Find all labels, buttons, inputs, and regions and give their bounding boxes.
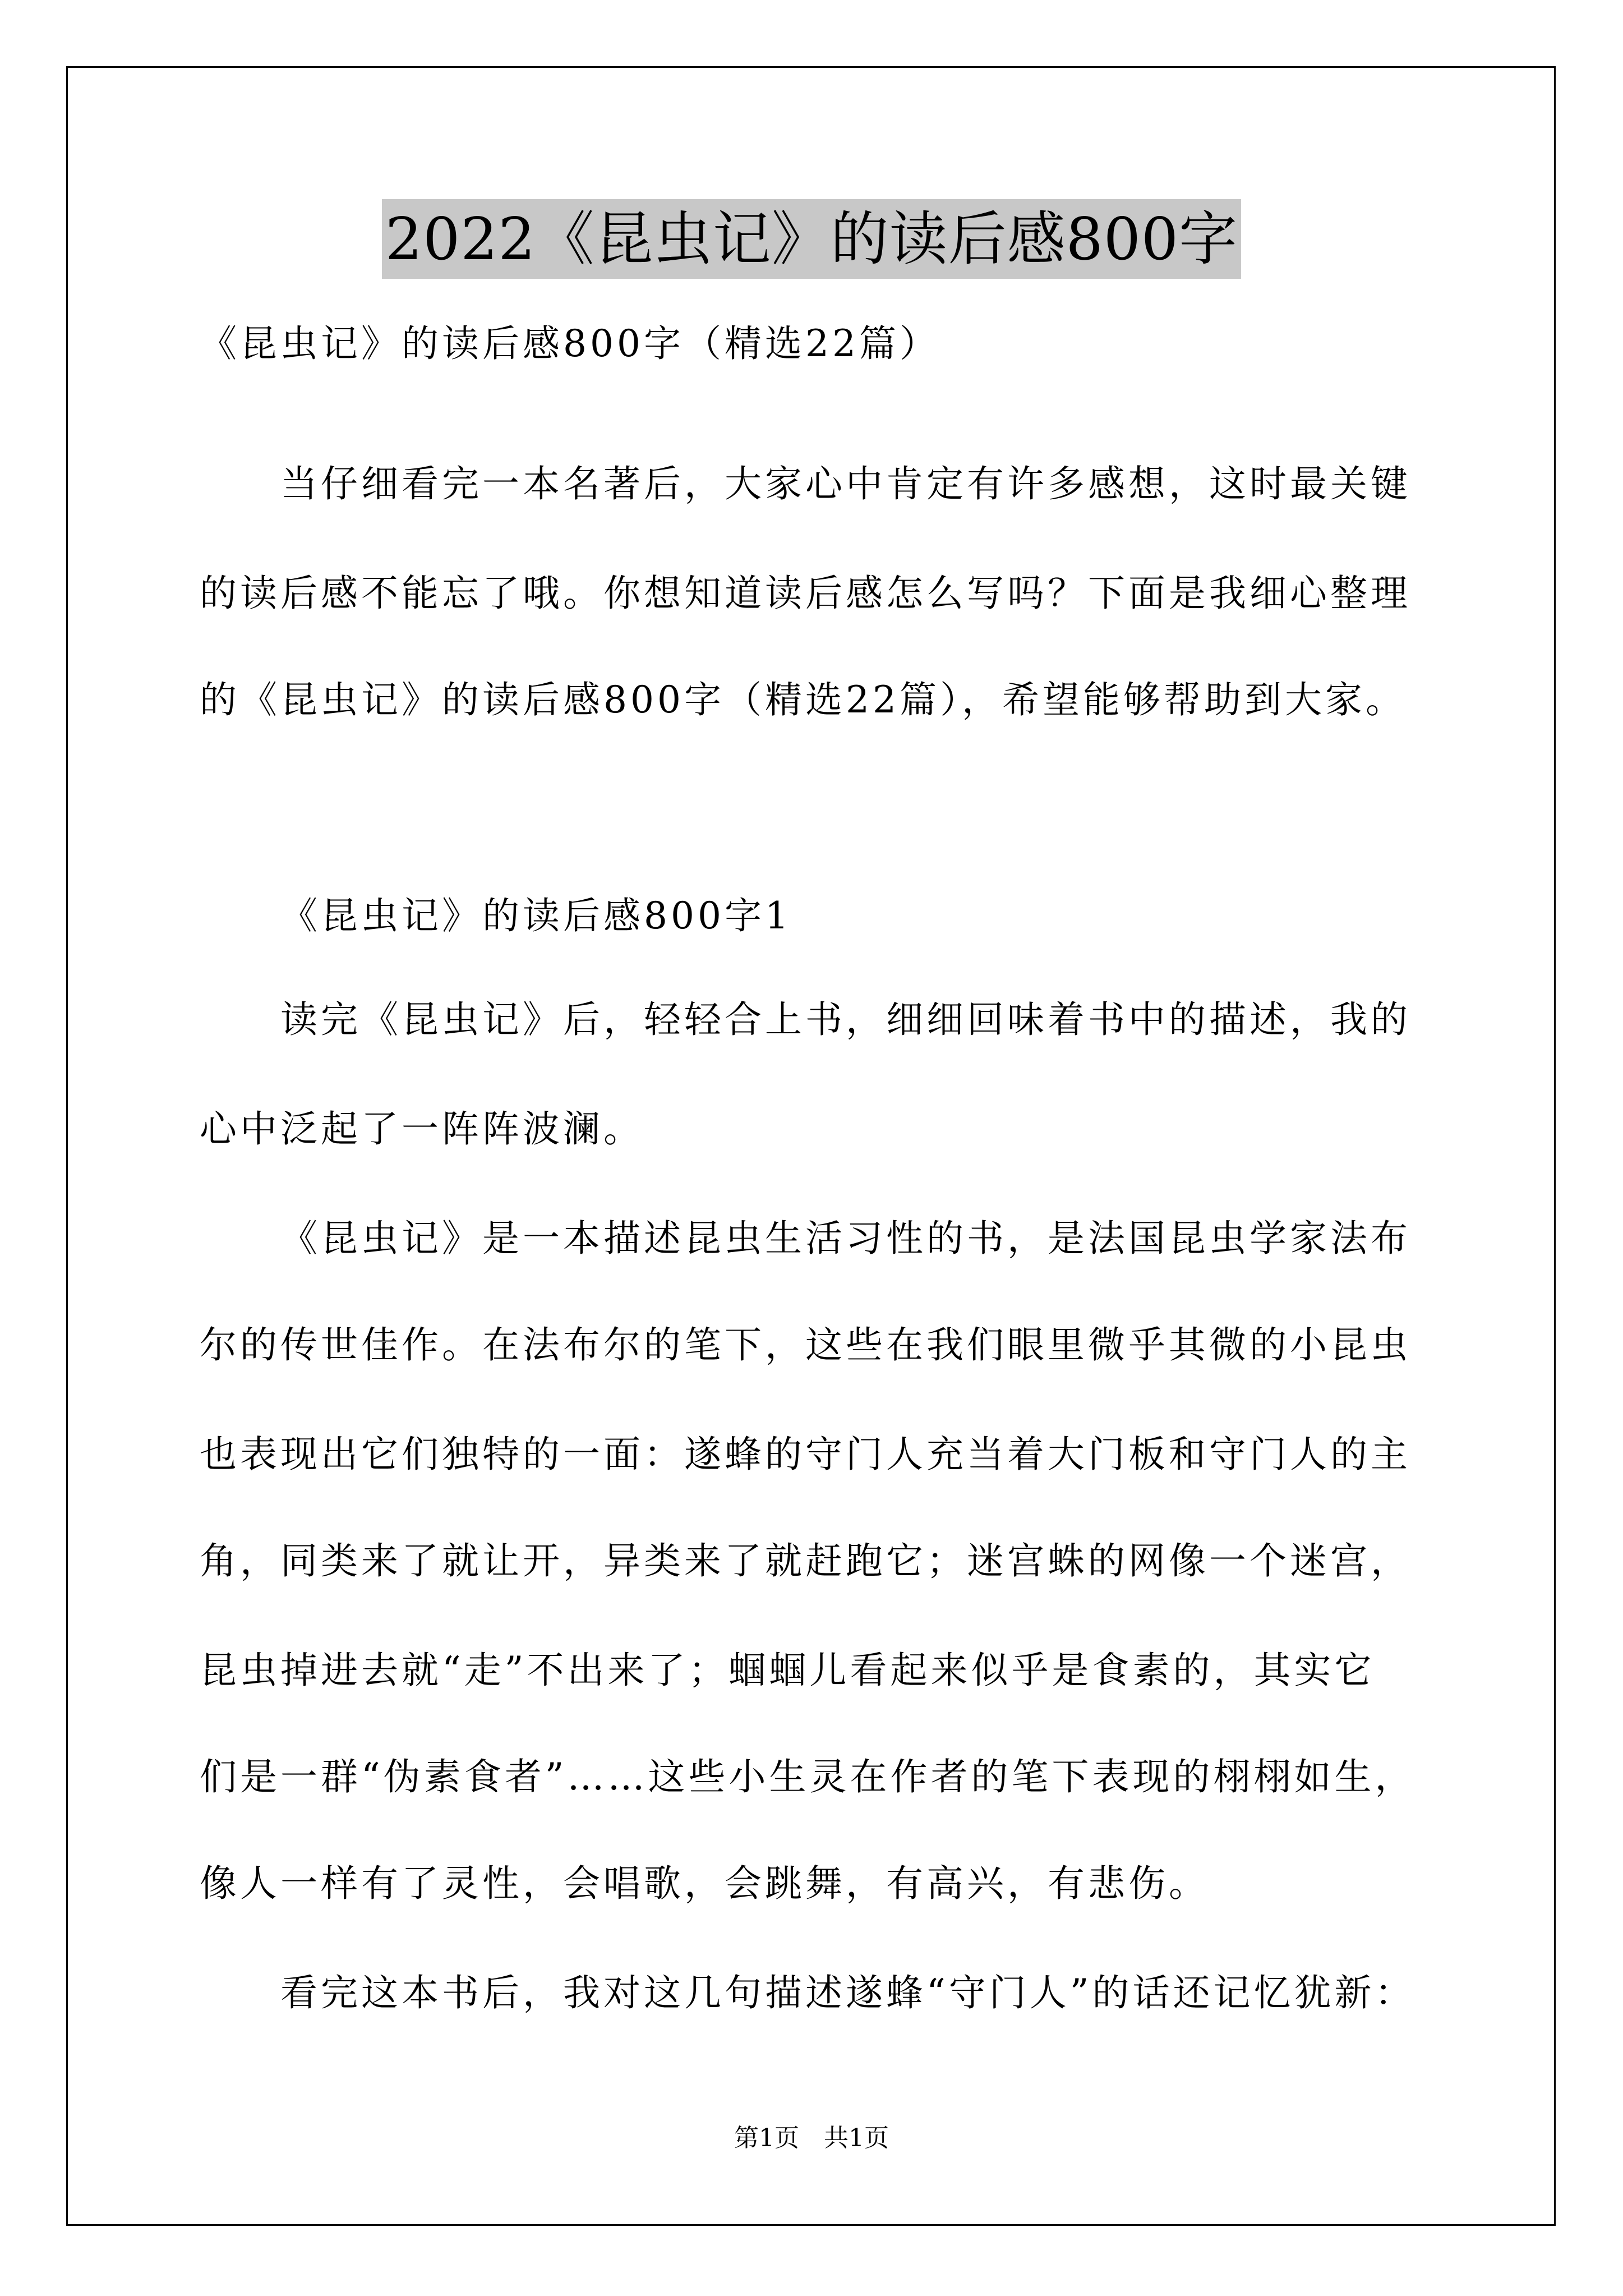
title-container <box>0 199 1623 279</box>
page-footer: 第1页 共1页 <box>734 2124 889 2152</box>
para2-line-4: 角，同类来了就让开，异类来了就赶跑它；迷宫蛛的网像一个迷宫， <box>200 1539 1411 1582</box>
para2-line-2: 尔的传世佳作。在法布尔的笔下，这些在我们眼里微乎其微的小昆虫 <box>200 1323 1411 1366</box>
document-subtitle: 《昆虫记》的读后感800字（精选22篇） <box>200 322 940 365</box>
intro-line-1: 当仔细看完一本名著后，大家心中肯定有许多感想，这时最关键 <box>280 462 1411 505</box>
para1-line-1: 读完《昆虫记》后，轻轻合上书，细细回味着书中的描述，我的 <box>280 998 1411 1041</box>
intro-line-2: 的读后感不能忘了哦。你想知道读后感怎么写吗？下面是我细心整理 <box>200 572 1411 615</box>
intro-line-3: 的《昆虫记》的读后感800字（精选22篇），希望能够帮助到大家。 <box>200 678 1406 721</box>
para2-line-6: 们是一群“伪素食者”……这些小生灵在作者的笔下表现的栩栩如生， <box>200 1755 1415 1798</box>
para3-line-1: 看完这本书后，我对这几句描述遂蜂“守门人”的话还记忆犹新： <box>280 1971 1415 2014</box>
para1-line-2: 心中泛起了一阵阵波澜。 <box>200 1107 644 1151</box>
para2-line-3: 也表现出它们独特的一面：遂蜂的守门人充当着大门板和守门人的主 <box>200 1433 1411 1476</box>
para2-line-7: 像人一样有了灵性，会唱歌，会跳舞，有高兴，有悲伤。 <box>200 1862 1209 1905</box>
document-title: 2022《昆虫记》的读后感800字 <box>382 199 1241 279</box>
para2-line-5: 昆虫掉进去就“走”不出来了；蝈蝈儿看起来似乎是食素的，其实它 <box>200 1649 1375 1692</box>
para2-line-1: 《昆虫记》是一本描述昆虫生活习性的书，是法国昆虫学家法布 <box>280 1217 1411 1260</box>
section-heading: 《昆虫记》的读后感800字1 <box>280 894 792 937</box>
